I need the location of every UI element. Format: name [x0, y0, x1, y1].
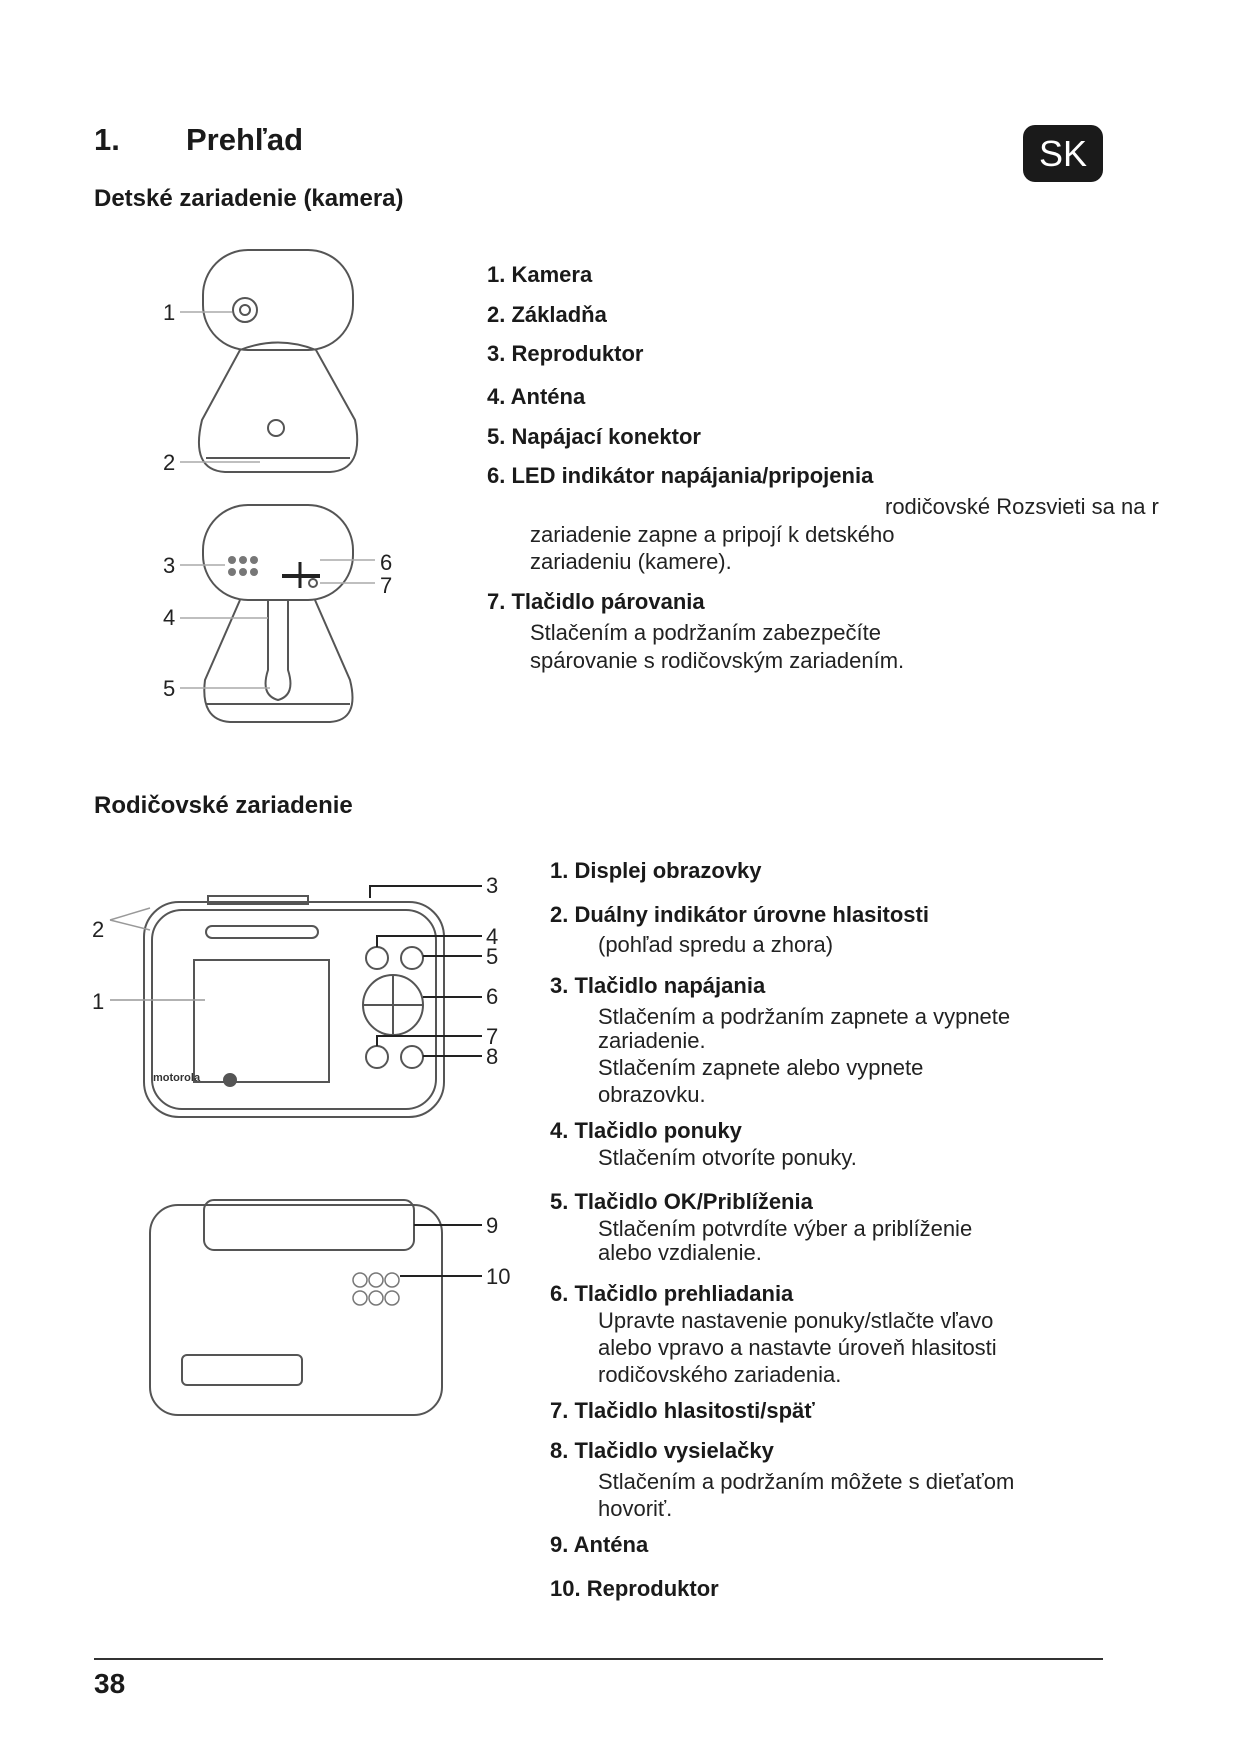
callout-1: 1: [163, 300, 176, 325]
parent-item-8-desc: hovoriť.: [598, 1496, 673, 1521]
section-number: 1.: [94, 122, 120, 157]
footer-divider: [94, 1658, 1103, 1660]
parent-item-5-desc: alebo vzdialenie.: [598, 1240, 762, 1265]
parent-item-8-desc: Stlačením a podržaním môžete s dieťaťom: [598, 1469, 1015, 1494]
parent-item-5: 5. Tlačidlo OK/Priblíženia: [550, 1189, 813, 1214]
callout-6: 6: [380, 550, 393, 575]
camera-item-6-fragment: rodičovské Rozsvieti sa na r: [885, 494, 1159, 519]
parent-item-5-desc: Stlačením potvrdíte výber a priblíženie: [598, 1216, 973, 1241]
parent-unit-heading: Rodičovské zariadenie: [94, 792, 353, 819]
parent-callout-3: 3: [486, 873, 499, 898]
parent-item-3: 3. Tlačidlo napájania: [550, 973, 766, 998]
parent-item-3-desc: zariadenie.: [598, 1028, 706, 1053]
parent-item-4-desc: Stlačením otvoríte ponuky.: [598, 1145, 857, 1170]
parent-callout-4: 4: [486, 924, 499, 949]
camera-item-4: 4. Anténa: [487, 384, 586, 409]
parent-item-3-desc: Stlačením a podržaním zapnete a vypnete: [598, 1004, 1011, 1029]
camera-item-3: 3. Reproduktor: [487, 341, 644, 366]
camera-item-7-desc: Stlačením a podržaním zabezpečíte: [530, 620, 881, 645]
camera-item-7-desc: spárovanie s rodičovským zariadením.: [530, 648, 905, 673]
camera-item-7: 7. Tlačidlo párovania: [487, 589, 705, 614]
parent-callout-6: 6: [486, 984, 499, 1009]
camera-diagram: [150, 240, 410, 740]
parent-item-2-desc: (pohľad spredu a zhora): [598, 932, 834, 957]
parent-item-7: 7. Tlačidlo hlasitosti/späť: [550, 1398, 815, 1423]
callout-7: 7: [380, 573, 393, 598]
parent-item-6-desc: Upravte nastavenie ponuky/stlačte vľavo: [598, 1308, 994, 1333]
camera-item-2: 2. Základňa: [487, 302, 607, 327]
camera-item-5: 5. Napájací konektor: [487, 424, 701, 449]
parent-item-9: 9. Anténa: [550, 1532, 649, 1557]
callout-4: 4: [163, 605, 176, 630]
parent-item-6: 6. Tlačidlo prehliadania: [550, 1281, 794, 1306]
parent-callout-7: 7: [486, 1024, 499, 1049]
callout-2: 2: [163, 450, 176, 475]
language-badge: SK: [1023, 125, 1103, 182]
parent-callout-2: 2: [92, 917, 105, 942]
parent-callout-10: 10: [486, 1264, 511, 1289]
parent-item-8: 8. Tlačidlo vysielačky: [550, 1438, 774, 1463]
parent-item-6-desc: rodičovského zariadenia.: [598, 1362, 842, 1387]
callout-3: 3: [163, 553, 176, 578]
parent-item-1: 1. Displej obrazovky: [550, 858, 762, 883]
parent-callout-5: 5: [486, 944, 499, 969]
motorola-logo: motorola: [153, 1072, 201, 1084]
parent-callout-9: 9: [486, 1213, 499, 1238]
page-number: 38: [94, 1668, 126, 1699]
parent-item-10: 10. Reproduktor: [550, 1576, 719, 1601]
parent-item-4: 4. Tlačidlo ponuky: [550, 1118, 742, 1143]
parent-item-3-desc: Stlačením zapnete alebo vypnete: [598, 1055, 924, 1080]
parent-callout-1: 1: [92, 989, 105, 1014]
parent-callout-8: 8: [486, 1044, 499, 1069]
camera-item-6-desc: zariadeniu (kamere).: [530, 549, 732, 574]
camera-item-1: 1. Kamera: [487, 262, 593, 287]
camera-item-6-desc: zariadenie zapne a pripojí k detského: [530, 522, 895, 547]
parent-item-2: 2. Duálny indikátor úrovne hlasitosti: [550, 902, 929, 927]
callout-5: 5: [163, 676, 176, 701]
parent-item-6-desc: alebo vpravo a nastavte úroveň hlasitosti: [598, 1335, 997, 1360]
parent-unit-diagram: [90, 870, 510, 1420]
parent-item-3-desc: obrazovku.: [598, 1082, 706, 1107]
camera-item-6: 6. LED indikátor napájania/pripojenia: [487, 463, 874, 488]
baby-unit-heading: Detské zariadenie (kamera): [94, 185, 404, 212]
page-title: Prehľad: [186, 122, 304, 157]
